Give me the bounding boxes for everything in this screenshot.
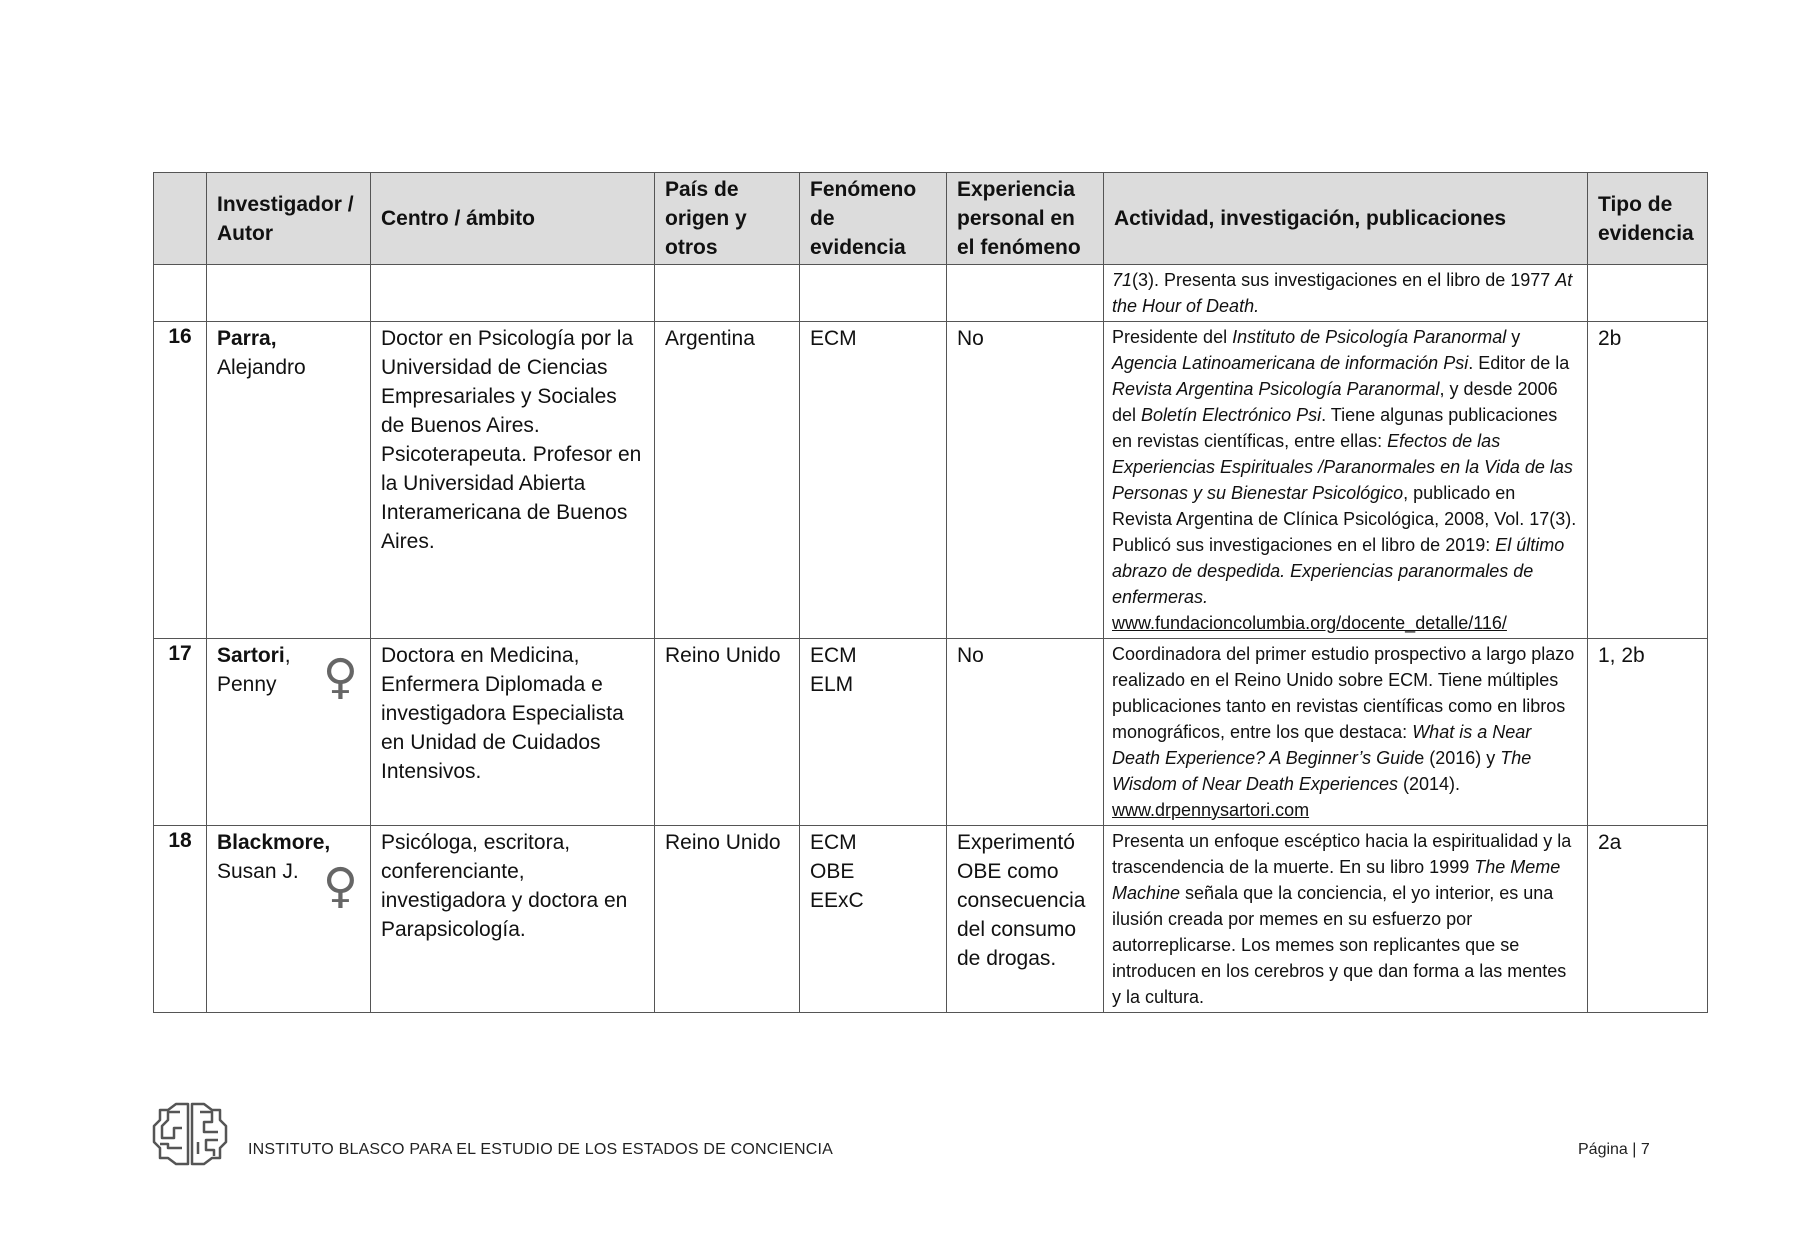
- author-surname-comma: ,: [284, 644, 291, 667]
- header-centro: Centro / ámbito: [371, 173, 655, 265]
- cell-pais: Reino Unido: [655, 826, 800, 1013]
- brain-maze-logo-icon: [152, 1098, 228, 1170]
- italic-text: Instituto de Psicología Paranormal: [1232, 327, 1507, 347]
- cell-centro: Psicóloga, escritora, conferenciante, investigadora y doctora en Parapsicología.: [371, 826, 655, 1013]
- header-experiencia: Experiencia personal en el fenómeno: [947, 173, 1104, 265]
- author-given-name: Alejandro: [217, 356, 306, 379]
- italic-text: Agencia Latinoamericana de información Psi: [1112, 353, 1469, 373]
- text: . Tiene algunas publicaciones en revistas científicas, entre ellas:: [1112, 405, 1558, 451]
- text: Coordinadora del primer estudio prospectivo a largo plazo realizado en el Reino Unido sobre ECM. Tiene múltiples publicaciones tanto en revistas científicas como en libros monográficos, entre los que destaca:: [1112, 644, 1575, 742]
- author-given-name: Susan J.: [217, 860, 299, 883]
- cell-fenomeno: [800, 322, 947, 639]
- header-pais: País de origen y otros: [655, 173, 800, 265]
- phenomenon: OBE: [810, 860, 855, 883]
- italic-text: 71: [1112, 270, 1133, 290]
- cell-actividad: [1104, 322, 1588, 639]
- author-given-name: Penny: [217, 673, 277, 696]
- book-title: El último abrazo de despedida. Experiencias paranormales de enfermeras.: [1112, 535, 1565, 607]
- cell-empty: [947, 265, 1104, 322]
- cell-empty: [207, 265, 371, 322]
- table-row: [154, 322, 1708, 639]
- row-number: 17: [154, 639, 207, 826]
- text: (2014).: [1397, 774, 1461, 794]
- cell-tipo: 2a: [1588, 826, 1708, 1013]
- cell-empty: [1588, 265, 1708, 322]
- book-title: At the Hour of Death.: [1112, 270, 1573, 316]
- cell-empty: [800, 265, 947, 322]
- italic-text: Revista Argentina Psicología Paranormal: [1112, 379, 1440, 399]
- table-row: [154, 639, 1708, 826]
- cell-tipo: 2b: [1588, 322, 1708, 639]
- cell-experiencia: No: [947, 322, 1104, 639]
- cell-tipo: 1, 2b: [1588, 639, 1708, 826]
- cell-actividad: [1104, 639, 1588, 826]
- author-surname: Parra,: [217, 327, 277, 350]
- row-number: 16: [154, 322, 207, 639]
- researchers-table: [153, 172, 1708, 1013]
- cell-centro: Doctora en Medicina, Enfermera Diplomada e investigadora Especialista en Unidad de Cuidados Intensivos.: [371, 639, 655, 826]
- cell-fenomeno: [800, 826, 947, 1013]
- phenomenon: ECM: [810, 831, 857, 854]
- header-fenomeno: Fenómeno de evidencia: [800, 173, 947, 265]
- author-surname: Sartori: [217, 644, 285, 667]
- cell-centro: Doctor en Psicología por la Universidad de Ciencias Empresariales y Sociales de Buenos Aires. Psicoterapeuta. Profesor en la Universidad Abierta Interamericana de Buenos Aires.: [371, 322, 655, 639]
- text: e (2016) y: [1414, 748, 1501, 768]
- cell-pais: Argentina: [655, 322, 800, 639]
- phenomenon: ECM: [810, 644, 857, 667]
- phenomenon: EExC: [810, 889, 864, 912]
- italic-text: Boletín Electrónico Psi: [1141, 405, 1322, 425]
- cell-experiencia: No: [947, 639, 1104, 826]
- cell-author: [207, 639, 371, 826]
- cell-fenomeno: [800, 639, 947, 826]
- cell-pais: Reino Unido: [655, 639, 800, 826]
- cell-experiencia: Experimentó OBE como consecuencia del consumo de drogas.: [947, 826, 1104, 1013]
- cell-author: [207, 322, 371, 639]
- table-header-row: [154, 173, 1708, 265]
- italic-text: Efectos de las Experiencias Espirituales /Paranormales en la Vida de las Personas y su Bienestar Psicológico: [1112, 431, 1573, 503]
- text: y: [1506, 327, 1521, 347]
- phenomenon: ELM: [810, 673, 854, 696]
- table-row-continuation: [154, 265, 1708, 322]
- text: , publicado en Revista Argentina de Clínica Psicológica, 2008, Vol. 17(3). Publicó sus investigaciones en el libro de 2019:: [1112, 483, 1577, 555]
- cell-author: [207, 826, 371, 1013]
- footer-page-number: Página | 7: [1578, 1141, 1650, 1158]
- website-link[interactable]: www.fundacioncolumbia.org/docente_detalle/116/: [1112, 613, 1507, 633]
- footer-organization-name: INSTITUTO BLASCO PARA EL ESTUDIO DE LOS ESTADOS DE CONCIENCIA: [248, 1141, 834, 1158]
- text: Presenta un enfoque escéptico hacia la espiritualidad y la trascendencia de la muerte. En su libro 1999: [1112, 831, 1572, 877]
- cell-empty: [154, 265, 207, 322]
- book-title: What is a Near Death Experience? A Beginner’s Guid: [1112, 722, 1532, 768]
- female-symbol-icon: ♀: [322, 649, 358, 705]
- book-title: The Wisdom of Near Death Experiences: [1112, 748, 1532, 794]
- header-number: [154, 173, 207, 265]
- phenomenon: ECM: [810, 327, 857, 350]
- header-investigador: Investigador / Autor: [207, 173, 371, 265]
- cell-empty: [655, 265, 800, 322]
- cell-actividad: [1104, 826, 1588, 1013]
- text: , y desde 2006 del: [1112, 379, 1558, 425]
- cell-actividad: [1104, 265, 1588, 322]
- text: . Editor de la: [1468, 353, 1570, 373]
- female-symbol-icon: ♀: [322, 858, 358, 914]
- text: señala que la conciencia, el yo interior, es una ilusión creada por memes en su esfuerzo por autorreplicarse. Los memes son replicantes que se introducen en los cerebros y que dan forma a las mentes y la cultura.: [1112, 883, 1567, 1007]
- text: (3). Presenta sus investigaciones en el libro de 1977: [1132, 270, 1556, 290]
- website-link[interactable]: www.drpennysartori.com: [1112, 800, 1310, 820]
- text: Presidente del: [1112, 327, 1233, 347]
- author-surname: Blackmore,: [217, 831, 331, 854]
- table-row: [154, 826, 1708, 1013]
- cell-empty: [371, 265, 655, 322]
- header-actividad: Actividad, investigación, publicaciones: [1104, 173, 1588, 265]
- row-number: 18: [154, 826, 207, 1013]
- book-title: The Meme Machine: [1112, 857, 1561, 903]
- header-tipo: Tipo de evidencia: [1588, 173, 1708, 265]
